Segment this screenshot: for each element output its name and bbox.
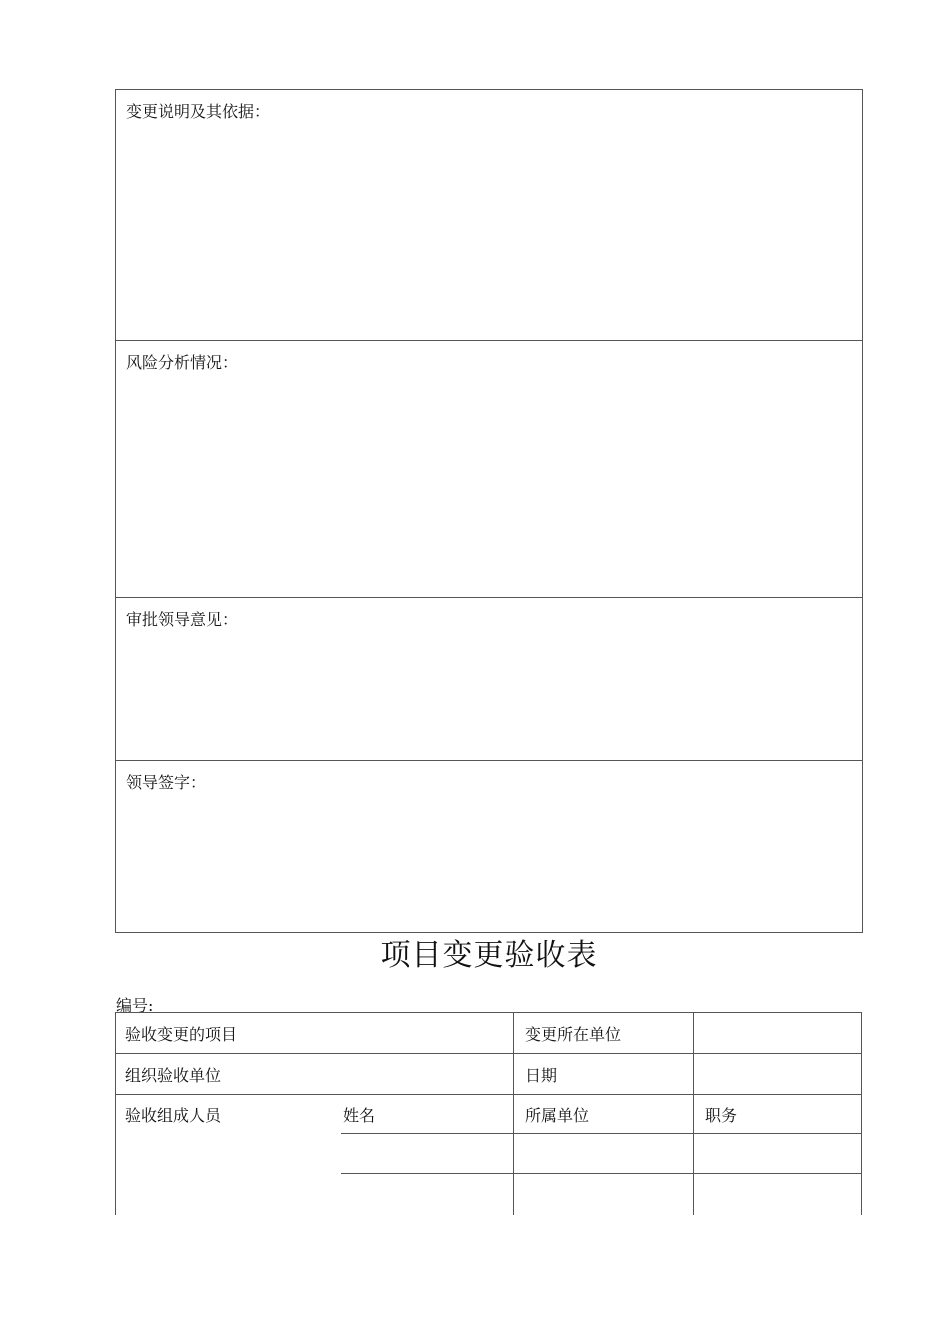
name-header: 姓名 (343, 1106, 376, 1125)
leader-signature-label: 领导签字： (126, 773, 207, 792)
position-header: 职务 (705, 1106, 738, 1125)
change-description-label: 变更说明及其依据： (126, 102, 271, 121)
member-affiliation-field[interactable] (514, 1174, 692, 1214)
member-name-field[interactable] (342, 1134, 512, 1172)
form-number-label: 编号: (116, 996, 154, 1015)
risk-analysis-label: 风险分析情况： (126, 353, 239, 372)
table-border-left (115, 1012, 116, 1215)
table-border-right (861, 1012, 862, 1215)
member-affiliation-field[interactable] (514, 1134, 692, 1172)
change-request-form (115, 89, 863, 933)
acceptance-form-title: 项目变更验收表 (380, 938, 598, 973)
member-position-field[interactable] (694, 1134, 860, 1172)
members-label: 验收组成人员 (125, 1106, 222, 1125)
risk-analysis-section[interactable] (116, 341, 862, 598)
member-name-field[interactable] (342, 1174, 512, 1214)
table-row-divider (115, 1094, 861, 1095)
acceptance-form-table (115, 1012, 861, 1215)
change-unit-label: 变更所在单位 (525, 1025, 622, 1044)
date-field[interactable] (694, 1054, 860, 1093)
date-label: 日期 (525, 1066, 558, 1085)
leader-signature-section[interactable] (116, 761, 862, 932)
change-description-section[interactable] (116, 90, 862, 341)
approval-opinion-section[interactable] (116, 598, 862, 761)
change-unit-field[interactable] (694, 1013, 860, 1052)
project-label: 验收变更的项目 (125, 1025, 238, 1044)
approval-opinion-label: 审批领导意见： (126, 610, 239, 629)
organizing-unit-label: 组织验收单位 (125, 1066, 222, 1085)
member-position-field[interactable] (694, 1174, 860, 1214)
affiliation-header: 所属单位 (525, 1106, 590, 1125)
